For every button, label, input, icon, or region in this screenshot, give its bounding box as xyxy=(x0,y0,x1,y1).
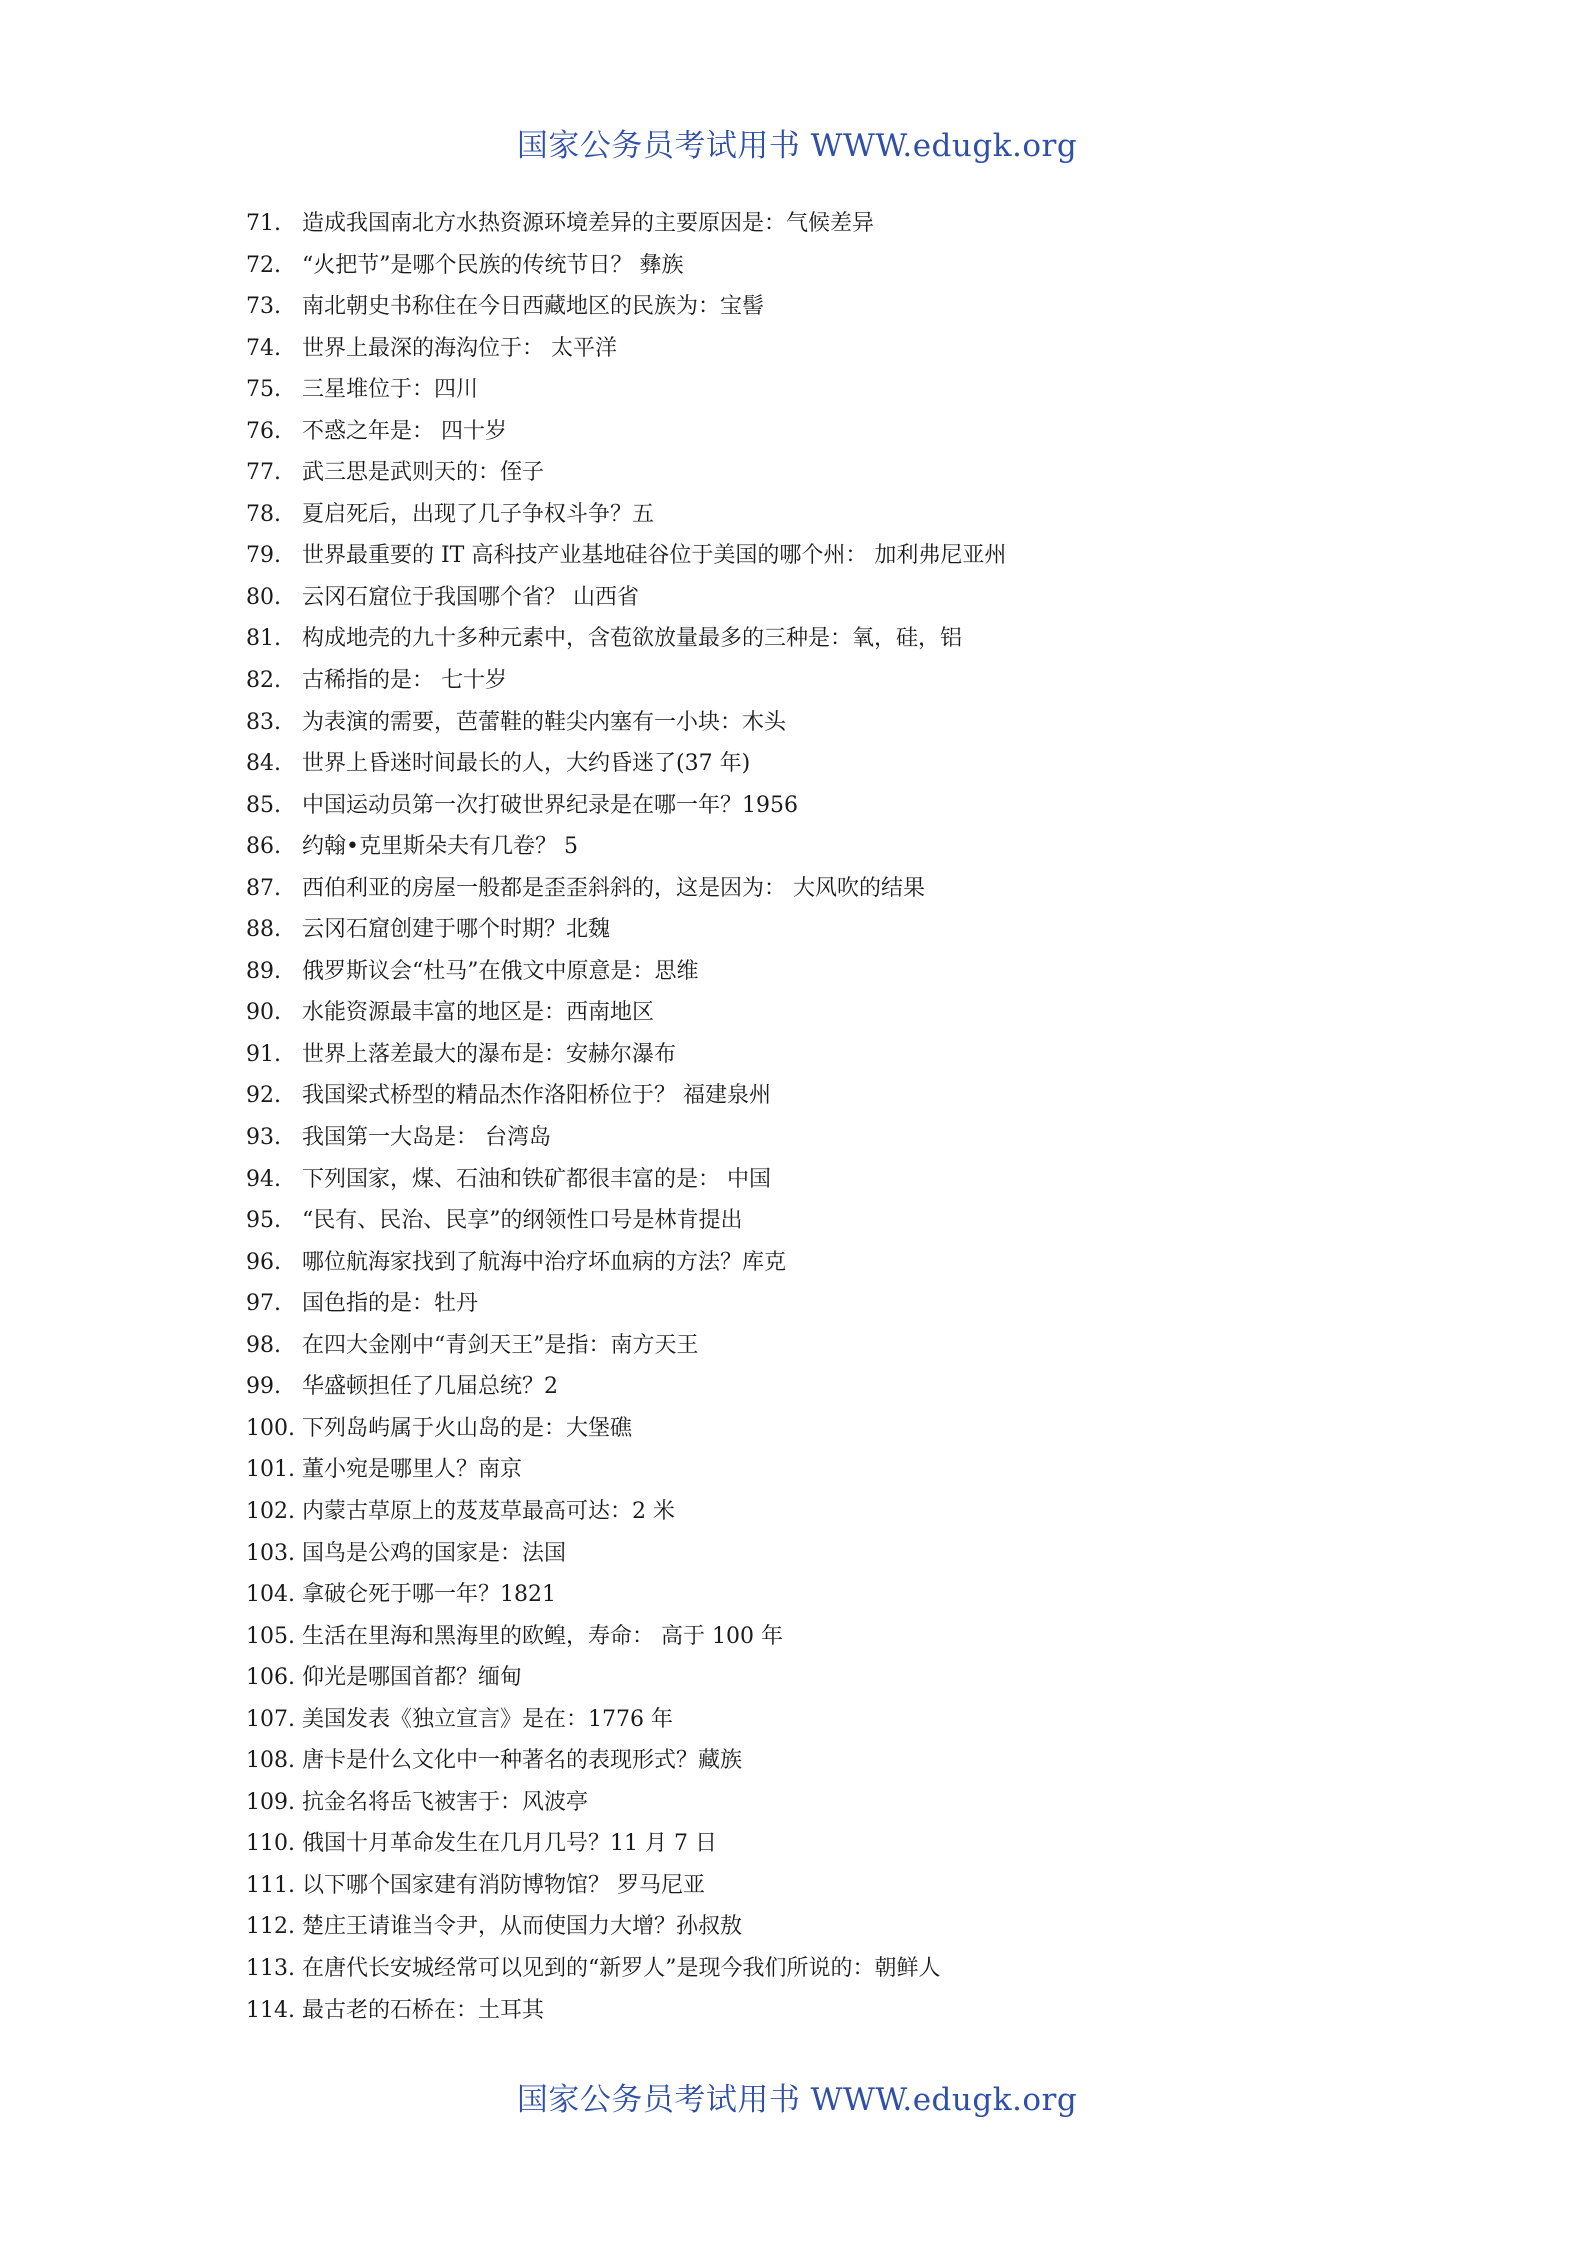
item-text: 武三思是武则天的：侄子 xyxy=(302,460,545,486)
item-number: 89. xyxy=(246,958,281,984)
item-number: 105. xyxy=(246,1623,295,1649)
list-item xyxy=(0,1699,1594,1741)
item-text: “民有、民治、民享”的纲领性口号是林肯提出 xyxy=(302,1208,743,1234)
item-number: 74. xyxy=(246,335,281,361)
item-number: 79. xyxy=(246,543,281,569)
item-text: 世界上最深的海沟位于： 太平洋 xyxy=(302,335,617,361)
list-item xyxy=(0,660,1594,702)
list-item xyxy=(0,1865,1594,1907)
item-text: 抗金名将岳飞被害于：风波亭 xyxy=(302,1789,589,1815)
item-text: 水能资源最丰富的地区是：西南地区 xyxy=(302,1000,655,1026)
item-text: 生活在里海和黑海里的欧鳇，寿命： 高于 100 年 xyxy=(302,1623,783,1649)
list-item xyxy=(0,1034,1594,1076)
list-item xyxy=(0,1740,1594,1782)
item-text: 国色指的是：牡丹 xyxy=(302,1291,479,1317)
item-number: 111. xyxy=(246,1872,295,1898)
item-text: 下列国家，煤、石油和铁矿都很丰富的是： 中国 xyxy=(302,1166,771,1192)
item-number: 75. xyxy=(246,377,281,403)
list-item xyxy=(0,535,1594,577)
item-text: 世界上昏迷时间最长的人，大约昏迷了(37 年) xyxy=(302,751,751,777)
list-item xyxy=(0,494,1594,536)
item-text: 古稀指的是： 七十岁 xyxy=(302,668,507,694)
item-text: 唐卡是什么文化中一种著名的表现形式？藏族 xyxy=(302,1748,743,1774)
list-item xyxy=(0,452,1594,494)
list-item xyxy=(0,1574,1594,1616)
item-text: 最古老的石桥在：土耳其 xyxy=(302,1997,545,2023)
item-text: 云冈石窟位于我国哪个省？ 山西省 xyxy=(302,584,639,610)
item-number: 104. xyxy=(246,1582,295,1608)
item-number: 102. xyxy=(246,1498,295,1524)
item-number: 108. xyxy=(246,1748,295,1774)
item-number: 86. xyxy=(246,834,281,860)
page-header: 国家公务员考试用书 WWW.edugk.org xyxy=(516,128,1078,164)
list-item xyxy=(0,1616,1594,1658)
item-text: 美国发表《独立宣言》是在：1776 年 xyxy=(302,1706,673,1732)
list-item xyxy=(0,1117,1594,1159)
list-item xyxy=(0,868,1594,910)
list-item xyxy=(0,1491,1594,1533)
item-text: 在四大金刚中“青剑天王”是指：南方天王 xyxy=(302,1332,699,1358)
item-text: 云冈石窟创建于哪个时期？北魏 xyxy=(302,917,611,943)
item-text: “火把节”是哪个民族的传统节日？ 彝族 xyxy=(302,252,684,278)
item-text: 我国第一大岛是： 台湾岛 xyxy=(302,1125,551,1151)
item-text: 拿破仑死于哪一年？1821 xyxy=(302,1582,556,1608)
list-item xyxy=(0,1283,1594,1325)
item-number: 87. xyxy=(246,875,281,901)
list-item xyxy=(0,245,1594,287)
item-text: 董小宛是哪里人？南京 xyxy=(302,1457,523,1483)
list-item xyxy=(0,992,1594,1034)
item-text: 三星堆位于：四川 xyxy=(302,377,479,403)
item-number: 80. xyxy=(246,584,281,610)
item-number: 77. xyxy=(246,460,281,486)
item-number: 98. xyxy=(246,1332,281,1358)
item-number: 93. xyxy=(246,1125,281,1151)
list-item xyxy=(0,1906,1594,1948)
item-number: 92. xyxy=(246,1083,281,1109)
item-number: 81. xyxy=(246,626,281,652)
item-number: 112. xyxy=(246,1914,295,1940)
item-number: 78. xyxy=(246,501,281,527)
list-item xyxy=(0,1200,1594,1242)
item-text: 为表演的需要，芭蕾鞋的鞋尖内塞有一小块：木头 xyxy=(302,709,787,735)
list-item xyxy=(0,1948,1594,1990)
list-item xyxy=(0,1782,1594,1824)
item-text: 造成我国南北方水热资源环境差异的主要原因是：气候差异 xyxy=(302,211,875,236)
item-text: 我国梁式桥型的精品杰作洛阳桥位于？ 福建泉州 xyxy=(302,1083,771,1109)
item-text: 俄罗斯议会“杜马”在俄文中原意是：思维 xyxy=(302,958,699,984)
item-number: 72. xyxy=(246,252,281,278)
item-number: 73. xyxy=(246,294,281,320)
item-text: 仰光是哪国首都？缅甸 xyxy=(302,1665,523,1691)
item-text: 在唐代长安城经常可以见到的“新罗人”是现今我们所说的：朝鲜人 xyxy=(302,1955,941,1981)
item-text: 约翰•克里斯朵夫有几卷？ 5 xyxy=(302,834,578,860)
item-text: 南北朝史书称住在今日西藏地区的民族为：宝髻 xyxy=(302,294,765,320)
list-item xyxy=(0,1823,1594,1865)
list-item xyxy=(0,1533,1594,1575)
item-text: 以下哪个国家建有消防博物馆？ 罗马尼亚 xyxy=(302,1872,705,1898)
item-number: 109. xyxy=(246,1789,295,1815)
item-number: 82. xyxy=(246,668,281,694)
item-number: 107. xyxy=(246,1706,295,1732)
item-text: 世界最重要的 IT 高科技产业基地硅谷位于美国的哪个州： 加利弗尼亚州 xyxy=(302,543,1007,569)
item-text: 哪位航海家找到了航海中治疗坏血病的方法？库克 xyxy=(302,1249,787,1275)
list-item xyxy=(0,1242,1594,1284)
item-number: 113. xyxy=(246,1955,295,1981)
item-text: 俄国十月革命发生在几月几号？11 月 7 日 xyxy=(302,1831,717,1857)
list-item xyxy=(0,743,1594,785)
item-number: 83. xyxy=(246,709,281,735)
item-number: 94. xyxy=(246,1166,281,1192)
item-number: 103. xyxy=(246,1540,295,1566)
item-number: 91. xyxy=(246,1041,281,1067)
list-item xyxy=(0,1075,1594,1117)
question-list xyxy=(0,203,1594,2031)
item-text: 内蒙古草原上的芨芨草最高可达：2 米 xyxy=(302,1498,675,1524)
item-number: 95. xyxy=(246,1208,281,1234)
list-item xyxy=(0,785,1594,827)
list-item xyxy=(0,951,1594,993)
item-text: 夏启死后，出现了几子争权斗争？五 xyxy=(302,501,655,527)
item-number: 110. xyxy=(246,1831,295,1857)
list-item xyxy=(0,286,1594,328)
item-number: 71. xyxy=(246,211,281,236)
list-item xyxy=(0,1159,1594,1201)
item-number: 90. xyxy=(246,1000,281,1026)
item-text: 不惑之年是： 四十岁 xyxy=(302,418,507,444)
item-text: 国鸟是公鸡的国家是：法国 xyxy=(302,1540,567,1566)
list-item xyxy=(0,702,1594,744)
item-text: 世界上落差最大的瀑布是：安赫尔瀑布 xyxy=(302,1041,677,1067)
item-text: 西伯利亚的房屋一般都是歪歪斜斜的，这是因为： 大风吹的结果 xyxy=(302,875,925,901)
list-item xyxy=(0,1408,1594,1450)
item-number: 106. xyxy=(246,1665,295,1691)
list-item xyxy=(0,618,1594,660)
item-text: 楚庄王请谁当令尹，从而使国力大增？孙叔敖 xyxy=(302,1914,743,1940)
page-footer: 国家公务员考试用书 WWW.edugk.org xyxy=(516,2082,1078,2118)
list-item xyxy=(0,909,1594,951)
list-item xyxy=(0,203,1594,245)
list-item xyxy=(0,369,1594,411)
item-number: 114. xyxy=(246,1997,295,2023)
item-text: 中国运动员第一次打破世界纪录是在哪一年？1956 xyxy=(302,792,798,818)
list-item xyxy=(0,1657,1594,1699)
item-text: 华盛顿担任了几届总统？2 xyxy=(302,1374,558,1400)
item-number: 99. xyxy=(246,1374,281,1400)
list-item xyxy=(0,1325,1594,1367)
list-item xyxy=(0,1449,1594,1491)
item-text: 下列岛屿属于火山岛的是：大堡礁 xyxy=(302,1415,633,1441)
item-number: 88. xyxy=(246,917,281,943)
list-item xyxy=(0,1366,1594,1408)
item-text: 构成地壳的九十多种元素中，含苞欲放量最多的三种是：氧，硅，铝 xyxy=(302,626,963,652)
list-item xyxy=(0,328,1594,370)
item-number: 84. xyxy=(246,751,281,777)
item-number: 97. xyxy=(246,1291,281,1317)
list-item xyxy=(0,826,1594,868)
item-number: 76. xyxy=(246,418,281,444)
item-number: 100. xyxy=(246,1415,295,1441)
item-number: 85. xyxy=(246,792,281,818)
item-number: 96. xyxy=(246,1249,281,1275)
item-number: 101. xyxy=(246,1457,295,1483)
list-item xyxy=(0,577,1594,619)
list-item xyxy=(0,1990,1594,2032)
list-item xyxy=(0,411,1594,453)
